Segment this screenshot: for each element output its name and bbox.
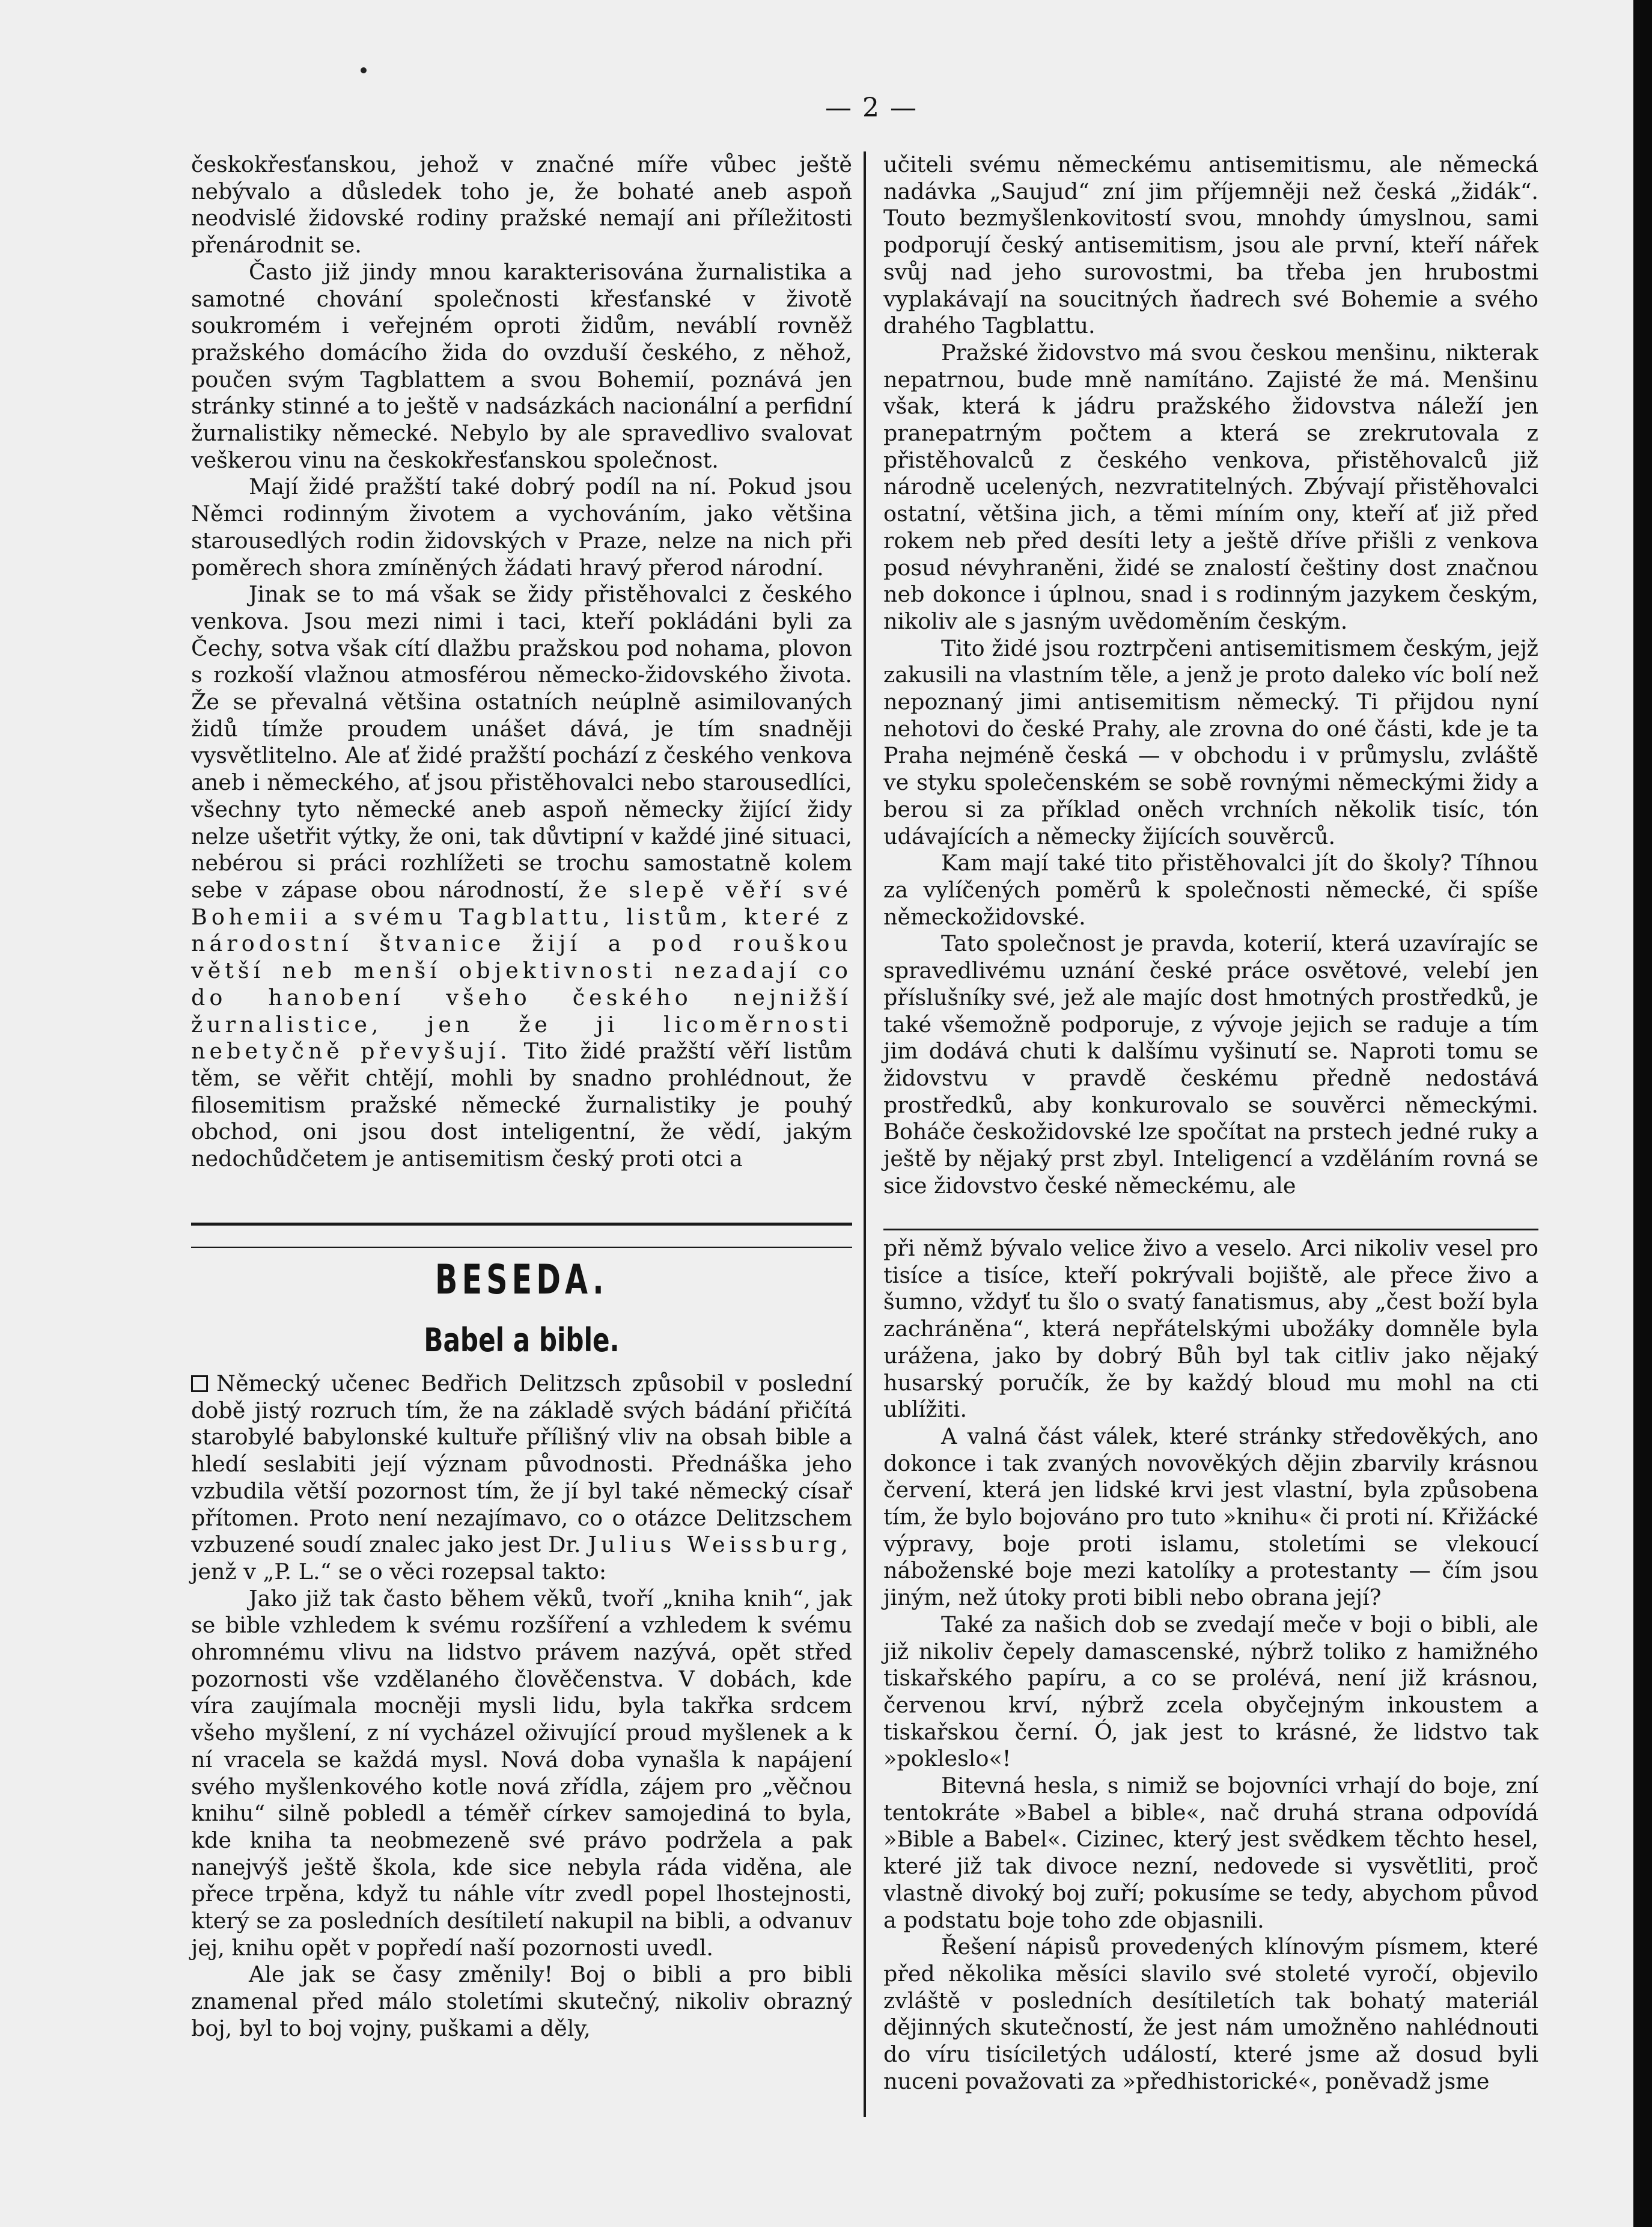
paragraph: Jako již tak často během věků, tvoří „kniha knih“, jak se bible vzhledem k svému rozšíření a vzhledem k svému ohromnému vlivu na lidstvo právem nazývá, opět střed pozornosti vše vzdělaného člověčenstva. V dobách, kde víra zaujímala mocněji mysli lidu, byla takřka srdcem všeho myšlení, z ní vycházel oživující proud myšlenek a k ní vracela se každá mysl. Nová doba vynašla k napájení svého myšlenkového kotle nová zřídla, zájem pro „věčnou knihu“ silně pobledl a téměř církev samojediná to byla, kde kniha ta neobmezeně své právo podržela a pak nanejvýš ještě škola, kde sice nebyla ráda viděna, ale přece trpěna, když tu náhle vítr zvedl popel lhostejnosti, který se za posledních desítiletí nakupil na bibli, a odvanuv jej, knihu opět v popředí naší pozornosti uvedl. [191, 1585, 852, 1961]
paragraph: Ale jak se časy změnily! Boj o bibli a pro bibli znamenal před málo stoletími skutečný, nikoliv obrazný boj, byl to boj vojny, puškami a děly, [191, 1961, 852, 2041]
paragraph: Často již jindy mnou karakterisována žurnalistika a samotné chování společnosti křesťanské v životě soukromém i veřejném oproti židům, neváblí rovněž pražského domácího žida do ovzduší českého, z něhož, poučen svým Tagblattem a svou Bohemií, poznává jen stránky stinné a to ještě v nadsázkách nacionální a perfidní žurnalistiky německé. Nebylo by ale spravedlivo svalovat veškerou vinu na českokřesťanskou společnost. [191, 258, 852, 473]
bottom-right-column [883, 1235, 1538, 2095]
spaced-name: Julius Weissburg, [588, 1532, 852, 1558]
scan-border [1633, 0, 1652, 2227]
paragraph: Řešení nápisů provedených klínovým písmem, které před několika měsíci slavilo své stoleté vyročí, objevilo zvláště v posledních desítiletích tak bohatý materiál dějinných skutečností, že jest nám umožněno nahlédnouti do víru tisíciletých událostí, které jsme až dosud byli nuceni považovati za »předhistorické«, poněvadž jsme [883, 1934, 1538, 2094]
bottom-left-column [191, 1370, 852, 2042]
top-right-column [883, 151, 1538, 1199]
section-rule [191, 1223, 852, 1226]
paragraph: při němž bývalo velice živo a veselo. Arci nikoliv vesel pro tisíce a tisíce, kteří pokrývali bojiště, ale přece živo a šumno, vždyť tu šlo o svatý fanatismus, aby „čest boží byla zachráněna“, která nepřátelskými ubožáky domněle byla urážena, jako by dobrý Bůh byl tak citliv jako nějaký husarský poručík, že by každý bloud mu mohl na cti ublížiti. [883, 1235, 1538, 1423]
paragraph-text: Tito židé pražští věří listům těm, se věřit chtějí, mohli by snadno prohlédnout, že filosemitism pražské německé žurnalistiky je pouhý obchod, oni jsou dost inteligentní, že vědí, jakým nedochůdčetem je antisemitism český proti otci a [191, 1038, 852, 1172]
paragraph: Pražské židovstvo má svou českou menšinu, nikterak nepatrnou, bude mně namítáno. Zajisté že má. Menšinu však, která k jádru pražského židovstva náleží jen pranepatrným počtem a která se zrekrutovala z přistěhovalců z českého venkova, přistěhovalců již národně ucelených, nezvratitelných. Zbývají přistěhovalci ostatní, většina jich, a těmi míním ony, kteří ať již před rokem neb před desíti lety a ještě dříve přišli z venkova posud névyhraněni, židé se znalostí češtiny dost značnou neb dokonce i úplnou, snad i s rodinným jazykem českým, nikoliv ale s jasným uvědoměním českým. [883, 339, 1538, 634]
section-title: BESEDA. [435, 1256, 608, 1304]
spaced-emphasis: že slepě věří své Bohemii a svému Tagblattu, listům, které z národostní štvanice žijí a pod rouškou větší neb menší objektivnosti nezadají co do hanobení všeho českého nejnižší žurnalistice, jen že ji licoměrnosti nebetyčně převyšují. [191, 876, 852, 1065]
paragraph-text: Jinak se to má však se židy přistěhovalci z českého venkova. Jsou mezi nimi i taci, kteří pokládáni byli za Čechy, sotva však cítí dlažbu pražskou pod nohama, plovon s rozkoší vlažnou atmosférou německo-židovského života. Že se převalná většina ostatních neúplně asimilovaných židů tímže proudem unášet dává, je tím snadněji vysvětlitelno. Ale ať židé pražští pochází z českého venkova aneb i německého, ať jsou přistěhovalci nebo starousedlíci, všechny tyto německé aneb aspoň německy žijící židy nelze ušetřit výtky, že oni, tak důvtipní v každé jiné situaci, nebérou si práci rozhlížeti se trochu samostatně kolem sebe v zápase obou národností, [191, 581, 852, 903]
ink-dot [361, 67, 367, 73]
paragraph-text: jenž v „P. L.“ se o věci rozepsal takto: [191, 1558, 607, 1584]
paragraph: Tito židé jsou roztrpčeni antisemitismem českým, jejž zakusili na vlastním těle, a jenž je proto daleko víc bolí než nepoznaný jimi antisemitism německý. Ti přijdou nyní nehotovi do české Prahy, ale zrovna do oné části, kde je ta Praha nejméně česká — v obchodu i v průmyslu, zvláště ve styku společenském se sobě rovnými německými židy a berou si za příklad oněch vrchních několik tisíc, tón udávajících a německy žijících souvěrců. [883, 635, 1538, 849]
paragraph-text: Německý učenec Bedřich Delitzsch způsobil v poslední době jistý rozruch tím, že na základě svých bádání přičítá starobylé babylonské kultuře přílišný vliv na obsah bible a hledí seslabiti její význam původnosti. Přednáška jeho vzbudila větší pozornost tím, že jí byl také německý císař přítomen. Proto není nezajímavo, co o otázce Delitzschem vzbuzené soudí znalec jako jest Dr. [191, 1370, 852, 1558]
paragraph [191, 581, 852, 1172]
paragraph: Kam mají také tito přistěhovalci jít do školy? Tíhnou za vylíčených poměrů k společnosti německé, či spíše německožidovské. [883, 850, 1538, 930]
top-left-column [191, 151, 852, 1173]
paragraph: Také za našich dob se zvedají meče v boji o bibli, ale již nikoliv čepely damascenské, nýbrž toliko z hamižného tiskařského papíru, a co se prolévá, není již krásnou, červenou krví, nýbrž zcela obyčejným inkoustem a tiskařskou černí. Ó, jak jest to krásné, že lidstvo tak »pokleslo«! [883, 1611, 1538, 1772]
paragraph [191, 1370, 852, 1586]
paragraph: učiteli svému německému antisemitismu, ale německá nadávka „Saujud“ zní jim příjemněji než česká „židák“. Touto bezmyšlenkovitostí svou, mnohdy úmyslnou, sami podporují český antisemitism, jsou ale první, kteří nářek svůj nad jeho surovostmi, ba třeba jen hrubostmi vyplakávají na soucitných ňadrech své Bohemie a svého drahého Tagblattu. [883, 151, 1538, 339]
square-bullet-icon [191, 1375, 208, 1392]
paragraph: českokřesťanskou, jehož v značné míře vůbec ještě nebývalo a důsledek toho je, že bohaté aneb aspoň neodvislé židovské rodiny pražské nemají ani příležitosti přenárodnit se. [191, 151, 852, 258]
right-section-rule [883, 1229, 1538, 1230]
paragraph: Mají židé pražští také dobrý podíl na ní. Pokud jsou Němci rodinným životem a vychováním, jako většina starousedlých rodin židovských v Praze, nelze na nich při poměrech shora zmíněných žádati hravý přerod národní. [191, 474, 852, 581]
paragraph: Bitevná hesla, s nimiž se bojovníci vrhají do boje, zní tentokráte »Babel a bible«, nač druhá strana odpovídá »Bible a Babel«. Cizinec, který jest svědkem těchto hesel, které již tak divoce nezní, nedovede si vysvětliti, proč vlastně divoký boj zuří; pokusíme se tedy, abychom původ a podstatu boje toho zde objasnili. [883, 1773, 1538, 1933]
page-number: — 2 — [825, 93, 918, 123]
paragraph: A valná část válek, které stránky středověkých, ano dokonce i tak zvaných novověkých dějin zbarvily krásnou červení, která jen lidské krvi jest vlastní, byla způsobena tím, že bylo bojováno pro tuto »knihu« či proti ní. Křižácké výpravy, boje proti islamu, stoletími se vlekoucí náboženské boje mezi katolíky a protestanty — čím jsou jiným, než útoky proti bibli nebo obrana její? [883, 1423, 1538, 1611]
article-title: Babel a bible. [424, 1321, 620, 1359]
paragraph: Tato společnost je pravda, koterií, která uzavírajíc se spravedlivému uznání české práce osvětové, velebí jen příslušníky své, jež ale majíc dost hmotných prostředků, je také všemožně podporuje, z vývoje jejich se raduje a tím jim dodává chuti k dalšímu vyšinutí se. Naproti tomu se židovstvu v pravdě českému předně nedostává prostředků, aby konkurovalo se souvěrci německými. Boháče českožidovské lze spočítat na prstech jedné ruky a ještě by nějaký prst zbyl. Inteligencí a vzděláním rovná se sice židovstvo české německému, ale [883, 930, 1538, 1199]
section-rule-thin [191, 1247, 852, 1248]
column-divider [864, 151, 866, 2117]
